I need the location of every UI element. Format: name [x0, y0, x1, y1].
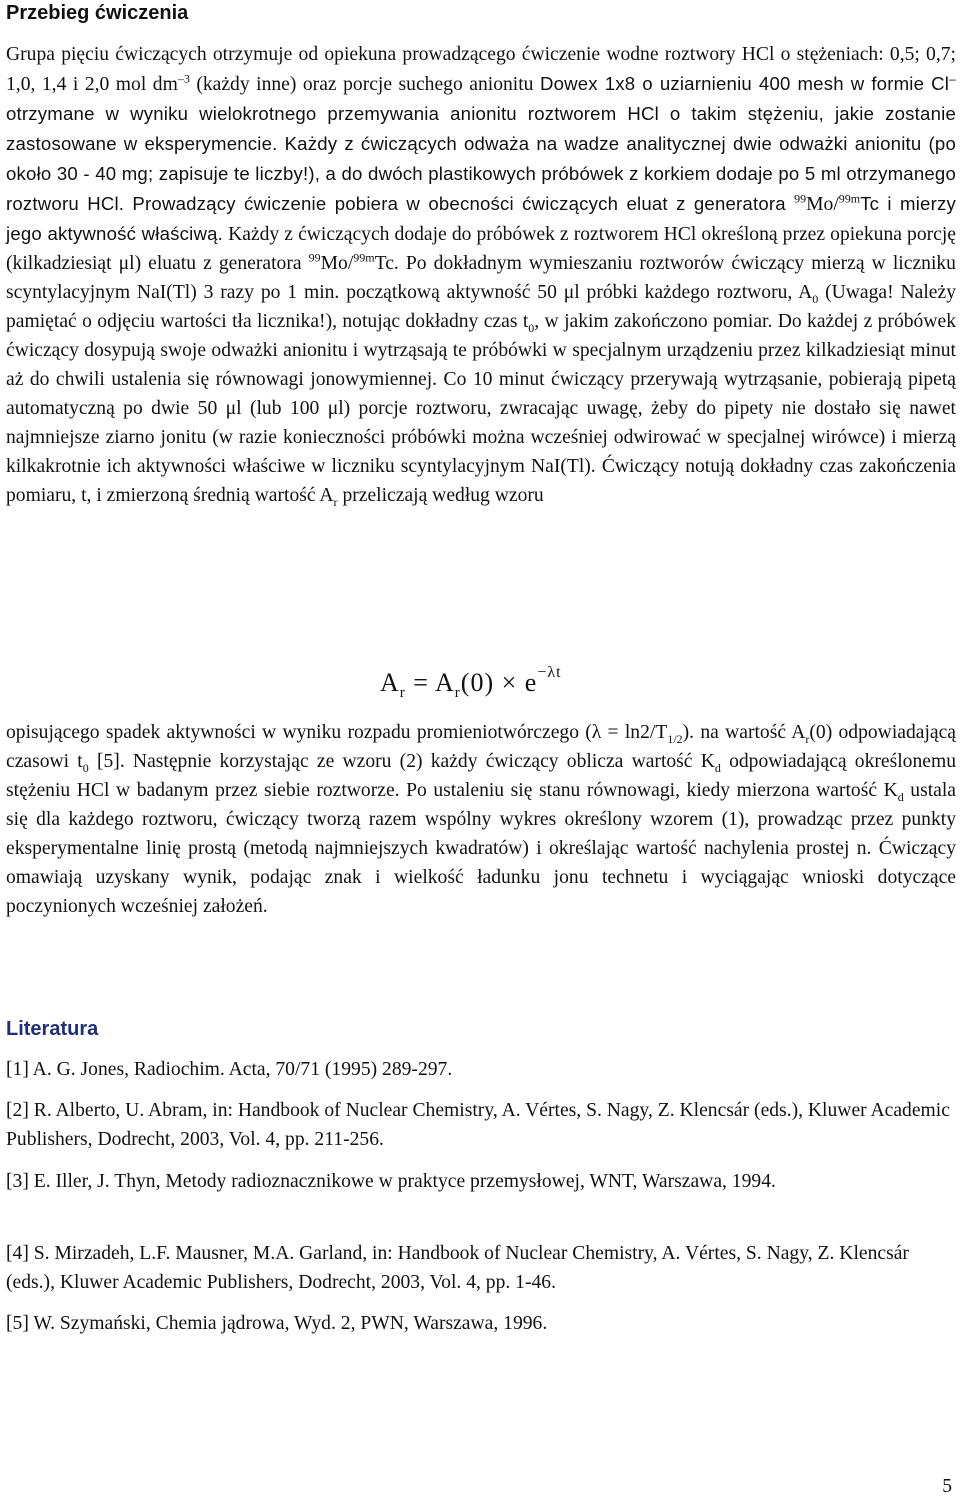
p1-text: Mo/: [320, 253, 354, 274]
p2-text: ustala się dla każdego roztworu, ćwiczący tworzą razem wspólny wykres określony wzorem (1), prowadząc przez punkty eksperymentalne linię prostą (metodą najmniejszych kwadratów) i określając wartość nachylenia prostej n. Ćwiczący omawiają uzyskany wynik, podając znak i wielkość ładunku jonu technetu i wyciągając wnioski dotyczące poczynionych wcześniej założeń.: [6, 780, 956, 917]
p1-superscript: 99: [308, 250, 321, 265]
p2-subscript: 0: [82, 760, 89, 775]
p1-text: Mo/: [806, 194, 839, 215]
reference-item: [2] R. Alberto, U. Abram, in: Handbook of Nuclear Chemistry, A. Vértes, S. Nagy, Z. Klencsár (eds.), Kluwer Academic Publishers, Dodrecht, 2003, Vol. 4, pp. 211-256.: [6, 1100, 950, 1150]
p2-text: ). na wartość A: [682, 722, 806, 743]
formula-symbol: (0) × e: [460, 668, 538, 697]
p1-subscript: 0: [528, 320, 535, 335]
p1-text: przeliczają według wzoru: [337, 485, 544, 506]
p1-superscript: –3: [177, 71, 190, 86]
page-number: 5: [942, 1476, 952, 1497]
p1-superscript: 99: [794, 191, 807, 206]
p2-subscript: d: [714, 760, 721, 775]
p1-text: Dowex 1x8 o uziarnieniu 400 mesh w formie Cl: [539, 73, 950, 94]
calculation-paragraph: [6, 718, 956, 921]
p1-text: Tc. Po dokładnym wymieszaniu roztworów ćwiczący mierzą w liczniku scyntylacyjnym NaI(Tl) 3 razy po 1 min. początkową aktywność 50 μl próbki każdego roztworu, A: [6, 253, 956, 303]
formula-exponent: −λt: [537, 664, 562, 682]
formula-symbol: = A: [405, 668, 455, 697]
formula-symbol: A: [380, 668, 400, 697]
p1-subscript: r: [333, 494, 338, 509]
p2-subscript: 1/2: [667, 731, 683, 746]
p2-subscript: r: [805, 731, 810, 746]
section-title: Przebieg ćwiczenia: [6, 2, 189, 24]
p2-text: [5]. Następnie korzystając ze wzoru (2) każdy ćwiczący oblicza wartość K: [88, 751, 715, 772]
p1-text: Każdy z ćwiczących dodaje do próbówek z roztworem HCl określoną przez opiekuna porcję (kilkadziesiąt μl) eluatu z generatora: [6, 224, 956, 274]
p1-superscript: 99m: [353, 250, 375, 265]
p1-text: (Uwaga! Należy pamiętać o odjęciu wartości tła licznika!), notując dokładny czas t: [6, 282, 956, 332]
decay-formula: [380, 664, 562, 702]
procedure-paragraph: [6, 40, 956, 510]
literature-title: Literatura: [6, 1018, 99, 1040]
p1-superscript: 99m: [838, 191, 861, 206]
p1-text: Grupa pięciu ćwiczących otrzymuje od opiekuna prowadzącego ćwiczenie wodne roztwory HCl o stężeniach: 0,5; 0,7; 1,0, 1,4 i 2,0 mol dm: [6, 44, 956, 95]
formula-subscript: r: [399, 685, 406, 702]
reference-item: [5] W. Szymański, Chemia jądrowa, Wyd. 2, PWN, Warszawa, 1996.: [6, 1313, 548, 1334]
p1-subscript: 0: [812, 291, 819, 306]
p1-text: (każdy inne) oraz porcje suchego anionitu: [189, 74, 540, 95]
p2-text: opisującego spadek aktywności w wyniku rozpadu promieniotwórczego (λ = ln2/T: [6, 722, 668, 743]
reference-item: [3] E. Iller, J. Thyn, Metody radioznacznikowe w praktyce przemysłowej, WNT, Warszawa, 1994.: [6, 1171, 776, 1192]
p1-text: otrzymane w wyniku wielokrotnego przemywania anionitu roztworem HCl o takim stężeniu, jakie zostanie zastosowane w eksperymencie. Każdy z ćwiczących odważa na wadze analitycznej dwie odważki anionitu (po około 30 - 40 mg; zapisuje te liczby!), a do dwóch plastikowych próbówek z korkiem dodaje po 5 ml otrzymanego roztworu HCl. Prowadzący ćwiczenie pobiera w obecności ćwiczących eluat z generatora: [6, 103, 956, 214]
p1-text: Tc i mierzy jego aktywność właściwą.: [6, 193, 956, 244]
p2-text: odpowiadającą określonemu stężeniu HCl w badanym przez siebie roztworze. Po ustaleniu się stanu równowagi, kiedy mierzona wartość K: [6, 751, 957, 801]
p1-text: , w jakim zakończono pomiar. Do każdej z próbówek ćwiczący dosypują swoje odważki anionitu i wytrząsają te próbówki w specjalnym urządzeniu przez kilkadziesiąt minut aż do chwili ustalenia się równowagi jonowymiennej. Co 10 minut ćwiczący przerywają wytrząsanie, pobierają pipetą automatyczną po dwie 50 μl (lub 100 μl) porcje roztworu, zwracając uwagę, żeby do pipety nie dostało się nawet najmniejsze ziarno jonitu (w razie konieczności próbówki można wcześniej odwirować w specjalnej wirówce) i mierzą kilkakrotnie ich aktywności właściwe w liczniku scyntylacyjnym NaI(Tl). Ćwiczący notują dokładny czas zakończenia pomiaru, t, i zmierzoną średnią wartość A: [6, 311, 956, 506]
formula-subscript: r: [454, 685, 461, 702]
p2-subscript: d: [897, 789, 904, 804]
reference-item: [1] A. G. Jones, Radiochim. Acta, 70/71 (1995) 289-297.: [6, 1059, 453, 1080]
p2-text: (0) odpowiadającą czasowi t: [6, 722, 956, 772]
p1-superscript: –: [949, 71, 956, 86]
reference-item: [4] S. Mirzadeh, L.F. Mausner, M.A. Garland, in: Handbook of Nuclear Chemistry, A. Vértes, S. Nagy, Z. Klencsár (eds.), Kluwer Academic Publishers, Dodrecht, 2003, Vol. 4, pp. 1-46.: [6, 1243, 909, 1293]
